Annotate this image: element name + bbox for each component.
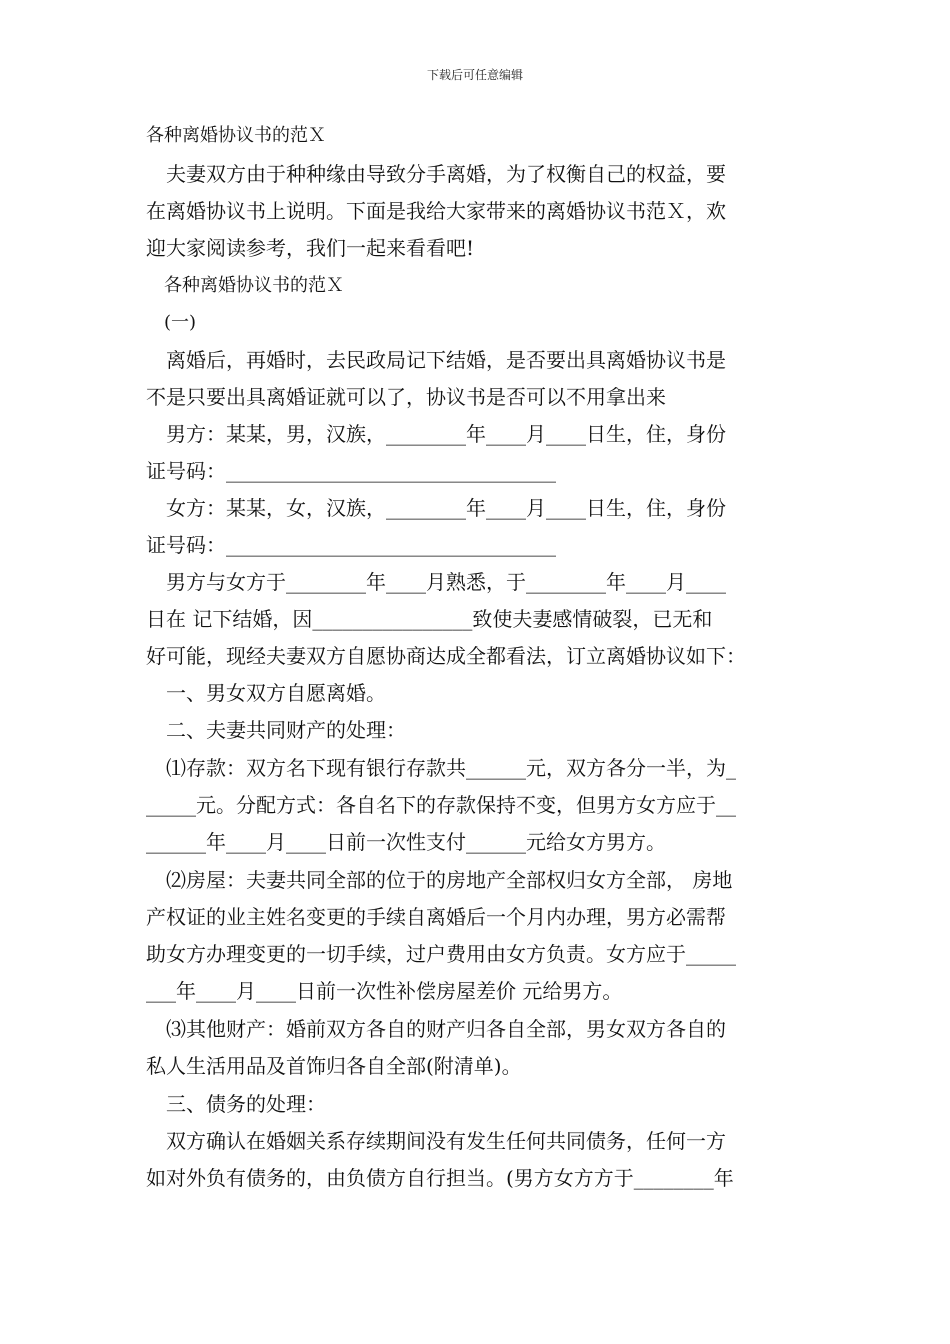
page-header: 下载后可任意编辑 xyxy=(426,68,523,82)
paragraph-line: 好可能，现经夫妻双方自愿协商达成全都看法，订立离婚协议如下： xyxy=(146,644,746,668)
paragraph-line: ⑵房屋：夫妻共同全部的位于的房地产全部权归女方全部， 房地 xyxy=(146,868,733,892)
paragraph-line: 男方：某某，男，汉族，________年____月____日生，住，身份 xyxy=(146,422,726,446)
paragraph-line: 在离婚协议书上说明。下面是我给大家带来的离婚协议书范Ｘ，欢 xyxy=(146,199,726,223)
paragraph-line: 私人生活用品及首饰归各自全部(附清单)。 xyxy=(146,1054,522,1078)
paragraph-line: 助女方办理变更的一切手续，过户费用由女方负责。女方应于_____ xyxy=(146,942,736,966)
paragraph-line: ⑴存款：双方名下现有银行存款共______元，双方各分一半，为_ xyxy=(146,756,736,780)
paragraph-line: 不是只要出具离婚证就可以了，协议书是否可以不用拿出来 xyxy=(146,385,666,409)
paragraph-line: 双方确认在婚姻关系存续期间没有发生任何共同债务，任何一方 xyxy=(146,1129,726,1153)
document-title: 各种离婚协议书的范Ｘ xyxy=(146,125,326,146)
paragraph-line: 迎大家阅读参考，我们一起来看看吧! xyxy=(146,236,475,260)
clause-heading: 一、男女双方自愿离婚。 xyxy=(146,681,386,705)
paragraph-line: ⑶其他财产：婚前双方各自的财产归各自全部，男女双方各自的 xyxy=(146,1017,726,1041)
paragraph-line: ______年____月____日前一次性支付______元给女方男方。 xyxy=(146,830,666,854)
paragraph-line: 女方：某某，女，汉族，________年____月____日生，住，身份 xyxy=(146,496,726,520)
paragraph-line: 证号码：_________________________________ xyxy=(146,459,556,483)
clause-heading: 三、债务的处理： xyxy=(146,1092,326,1116)
paragraph-line: 如对外负有债务的，由负债方自行担当。(男方女方方于________年 xyxy=(146,1166,734,1190)
paragraph-line: 证号码：_________________________________ xyxy=(146,533,556,557)
paragraph-line: 离婚后，再婚时，去民政局记下结婚，是否要出具离婚协议书是 xyxy=(146,348,726,372)
section-title: 各种离婚协议书的范Ｘ xyxy=(146,275,344,296)
paragraph-line: 夫妻双方由于种种缘由导致分手离婚，为了权衡自己的权益，要 xyxy=(146,162,726,186)
section-number: (一) xyxy=(146,312,197,333)
paragraph-line: _____元。分配方式：各自名下的存款保持不变，但男方女方应于__ xyxy=(146,793,736,817)
paragraph-line: 男方与女方于________年____月熟悉，于________年____月____ xyxy=(146,570,726,594)
clause-heading: 二、夫妻共同财产的处理： xyxy=(146,718,406,742)
paragraph-line: ___年____月____日前一次性补偿房屋差价 元给男方。 xyxy=(146,979,623,1003)
paragraph-line: 产权证的业主姓名变更的手续自离婚后一个月内办理，男方必需帮 xyxy=(146,905,726,929)
paragraph-line: 日在 记下结婚，因________________致使夫妻感情破裂，已无和 xyxy=(146,607,713,631)
